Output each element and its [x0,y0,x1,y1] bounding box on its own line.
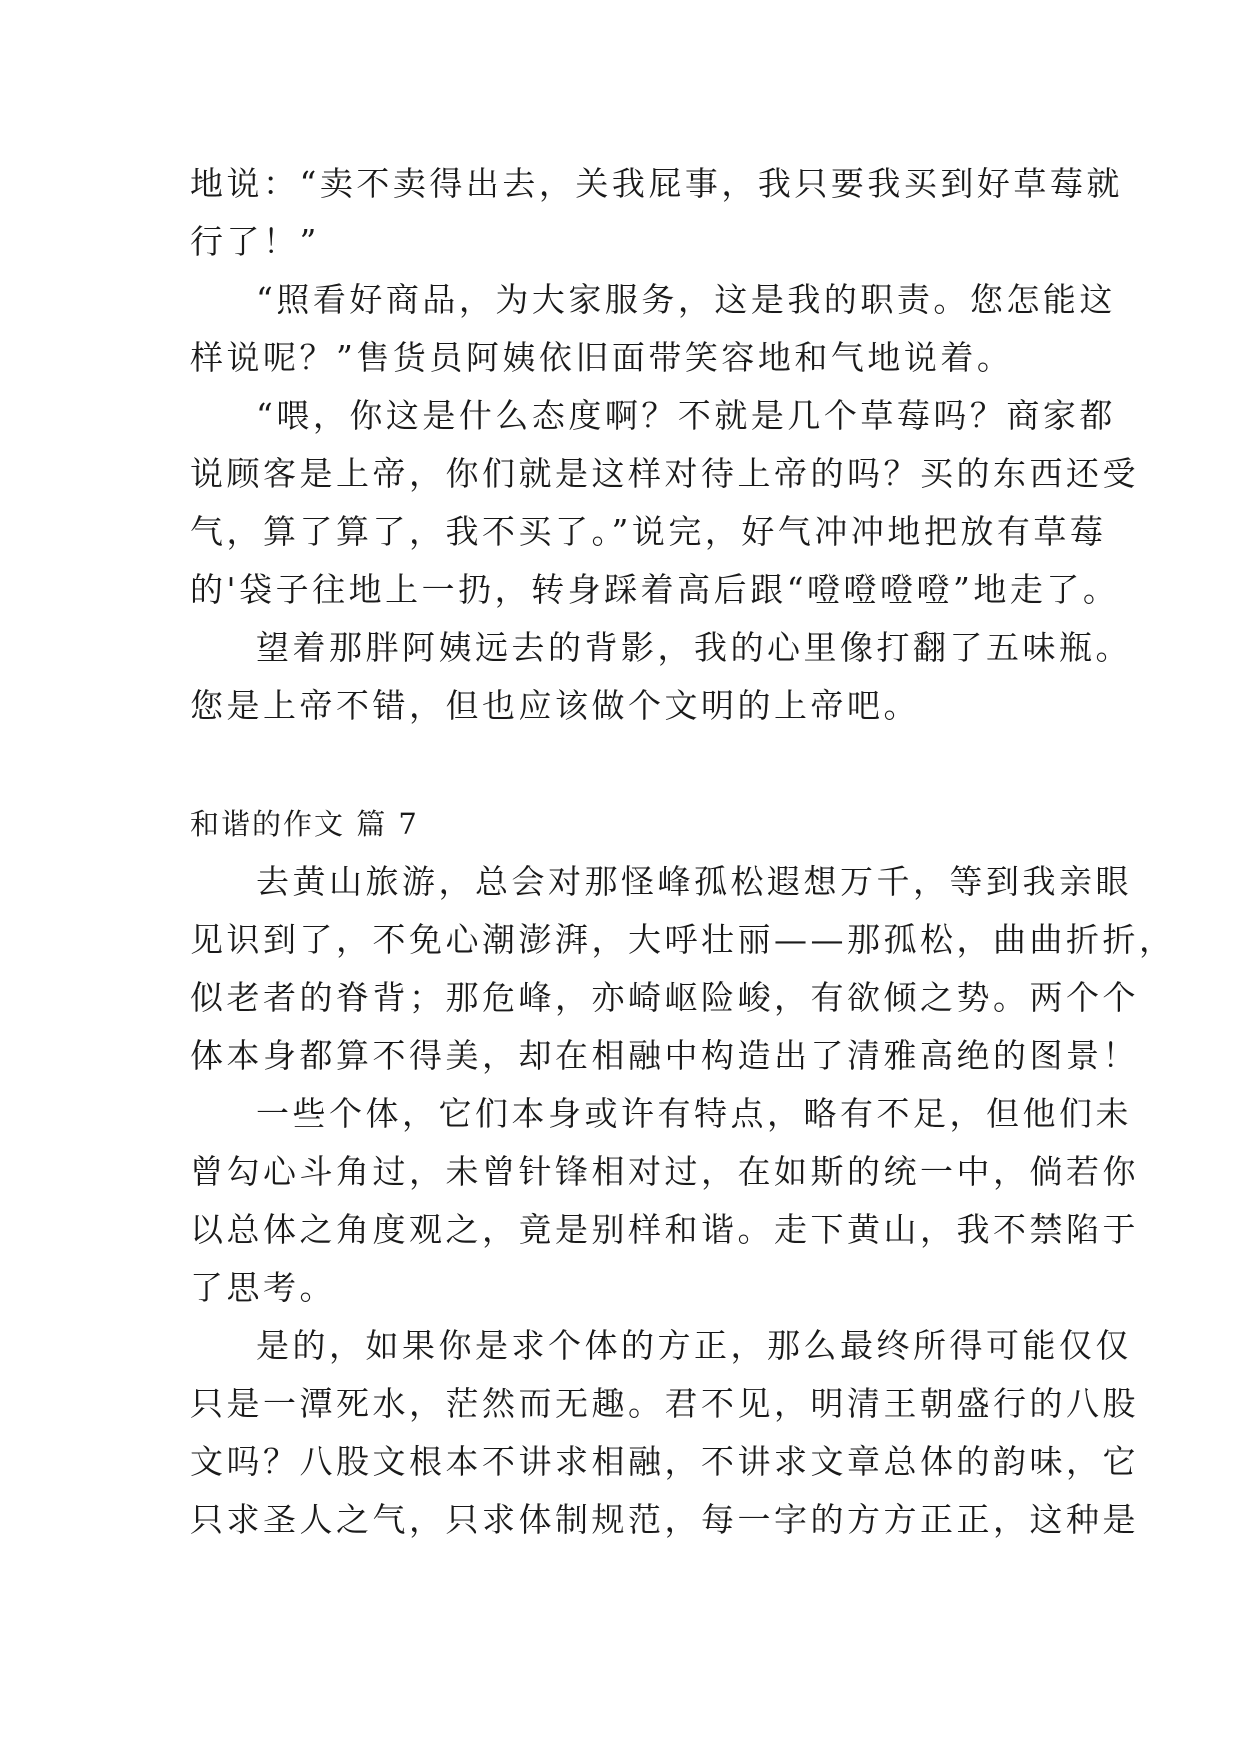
body-line: “喂，你这是什么态度啊？不就是几个草莓吗？商家都 [256,396,1116,435]
body-line: 只求圣人之气，只求体制规范，每一字的方方正正，这种是 [190,1500,1139,1539]
body-line: 的'袋子往地上一扔，转身踩着高后跟“噔噔噔噔”地走了。 [190,570,1120,609]
body-line: 见识到了，不免心潮澎湃，大呼壮丽——那孤松，曲曲折折， [190,920,1176,959]
body-line: 一些个体，它们本身或许有特点，略有不足，但他们未 [256,1094,1132,1133]
body-line: 行了！” [190,222,320,261]
body-line: 是的，如果你是求个体的方正，那么最终所得可能仅仅 [256,1326,1132,1365]
body-line: 体本身都算不得美，却在相融中构造出了清雅高绝的图景！ [190,1036,1139,1075]
body-line: 气，算了算了，我不买了。”说完，好气冲冲地把放有草莓 [190,512,1107,551]
body-line: 以总体之角度观之，竟是别样和谐。走下黄山，我不禁陷于 [190,1210,1139,1249]
body-line: 只是一潭死水，茫然而无趣。君不见，明清王朝盛行的八股 [190,1384,1139,1423]
body-line: 去黄山旅游，总会对那怪峰孤松遐想万千，等到我亲眼 [256,862,1132,901]
body-line: “照看好商品，为大家服务，这是我的职责。您怎能这 [256,280,1116,319]
section-heading: 和谐的作文 篇 7 [190,807,419,841]
body-line: 望着那胖阿姨远去的背影，我的心里像打翻了五味瓶。 [256,628,1132,667]
body-line: 了思考。 [190,1268,336,1307]
body-line: 样说呢？”售货员阿姨依旧面带笑容地和气地说着。 [190,338,1014,377]
body-line: 曾勾心斗角过，未曾针锋相对过，在如斯的统一中，倘若你 [190,1152,1139,1191]
body-line: 地说：“卖不卖得出去，关我屁事，我只要我买到好草莓就 [190,164,1123,203]
body-line: 似老者的脊背；那危峰，亦崎岖险峻，有欲倾之势。两个个 [190,978,1139,1017]
body-line: 文吗？八股文根本不讲求相融，不讲求文章总体的韵味，它 [190,1442,1139,1481]
body-line: 您是上帝不错，但也应该做个文明的上帝吧。 [190,686,920,725]
body-line: 说顾客是上帝，你们就是这样对待上帝的吗？买的东西还受 [190,454,1139,493]
